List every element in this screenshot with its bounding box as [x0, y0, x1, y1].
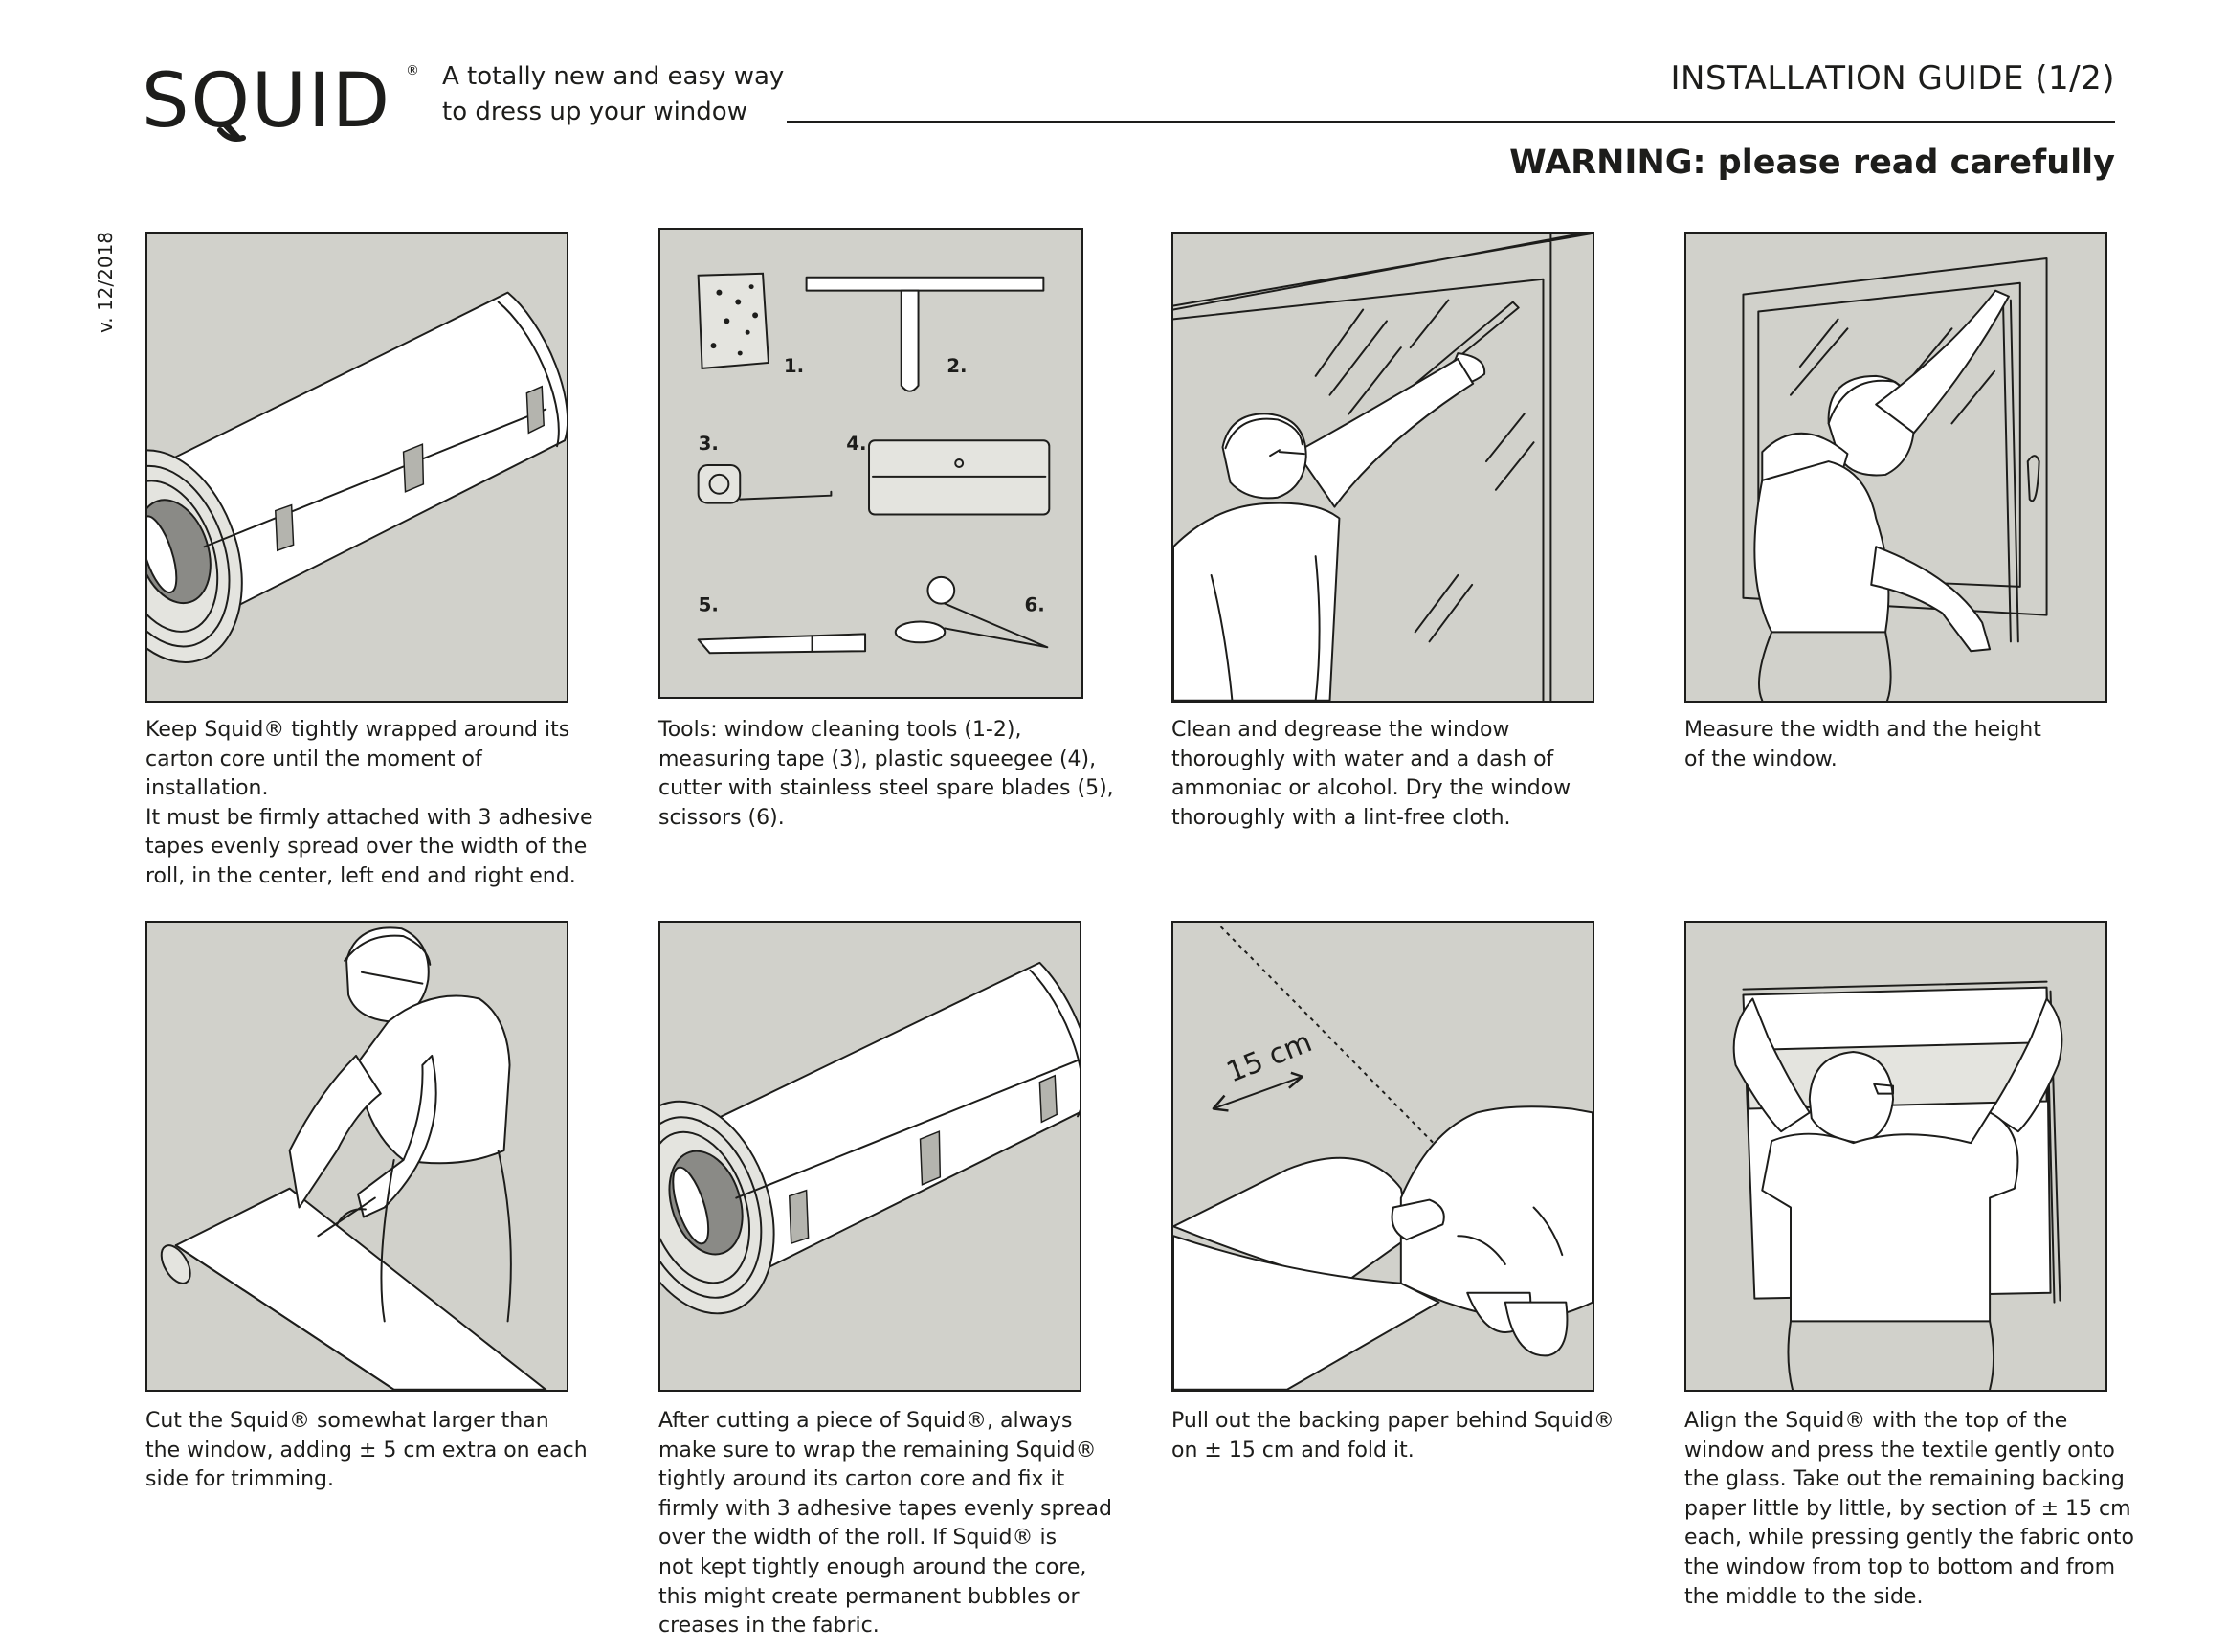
step-4-caption: Measure the width and the height of the window.: [1684, 718, 2041, 771]
step-6-illustration: [658, 921, 1081, 1392]
step-3-caption: Clean and degrease the window thoroughly with water and a dash of ammoniac or alcohol. Dry the window thoroughly with a lint-free cloth.: [1171, 718, 1571, 830]
dimension-label: 15 cm: [1221, 1025, 1317, 1090]
step-2-caption: Tools: window cleaning tools (1-2), measuring tape (3), plastic squeegee (4), cutter with stainless steel spare blades (5), scissors (6).: [658, 718, 1114, 830]
brand-tagline: [442, 59, 784, 130]
tool-label-6: 6.: [1024, 593, 1045, 616]
tool-label-2: 2.: [947, 354, 968, 377]
tagline-line-2: to dress up your window: [442, 98, 747, 126]
step-8-caption: Align the Squid® with the top of the window and press the textile gently onto the glass. Take out the remaining backing paper little by little, by section of ± 15 cm each, while pressing gently the fabric onto the window from top to bottom and from the middle to the side.: [1684, 1409, 2134, 1609]
tagline-line-1: A totally new and easy way: [442, 62, 785, 91]
tool-label-4: 4.: [846, 433, 867, 456]
page-title: INSTALLATION GUIDE (1/2): [1670, 59, 2115, 98]
step-4-illustration: [1684, 232, 2107, 703]
step-2-illustration: [658, 228, 1083, 699]
tool-label-1: 1.: [783, 354, 805, 377]
step-6-caption: After cutting a piece of Squid®, always make sure to wrap the remaining Squid® tightly around its carton core and fix it firmly with 3 adhesive tapes evenly spread over the width of the roll. If Squid® is not kept tightly enough around the core, this might create permanent bubbles or creases in the fabric.: [658, 1409, 1112, 1639]
warning-heading: WARNING: please read carefully: [1509, 144, 2115, 182]
tool-label-5: 5.: [698, 593, 719, 616]
step-1-illustration: [145, 232, 568, 703]
tool-label-3: 3.: [698, 433, 719, 456]
step-5-illustration: [145, 921, 568, 1392]
step-3-illustration: [1171, 232, 1594, 703]
step-5-caption: Cut the Squid® somewhat larger than the window, adding ± 5 cm extra on each side for trimming.: [145, 1409, 588, 1492]
version-label: v. 12/2018: [94, 231, 117, 334]
logo-registered-mark: ®: [406, 63, 419, 78]
header-divider: [787, 121, 2115, 123]
logo-wordmark: SQUID: [142, 58, 392, 145]
step-7-caption: Pull out the backing paper behind Squid® on ± 15 cm and fold it.: [1171, 1409, 1615, 1462]
step-7-illustration: [1171, 921, 1594, 1392]
step-1-caption: Keep Squid® tightly wrapped around its carton core until the moment of installation. It must be firmly attached with 3 adhesive tapes evenly spread over the width of the roll, in the center, left end and right end.: [145, 718, 593, 888]
step-8-illustration: [1684, 921, 2107, 1392]
squid-logo: [142, 54, 429, 149]
